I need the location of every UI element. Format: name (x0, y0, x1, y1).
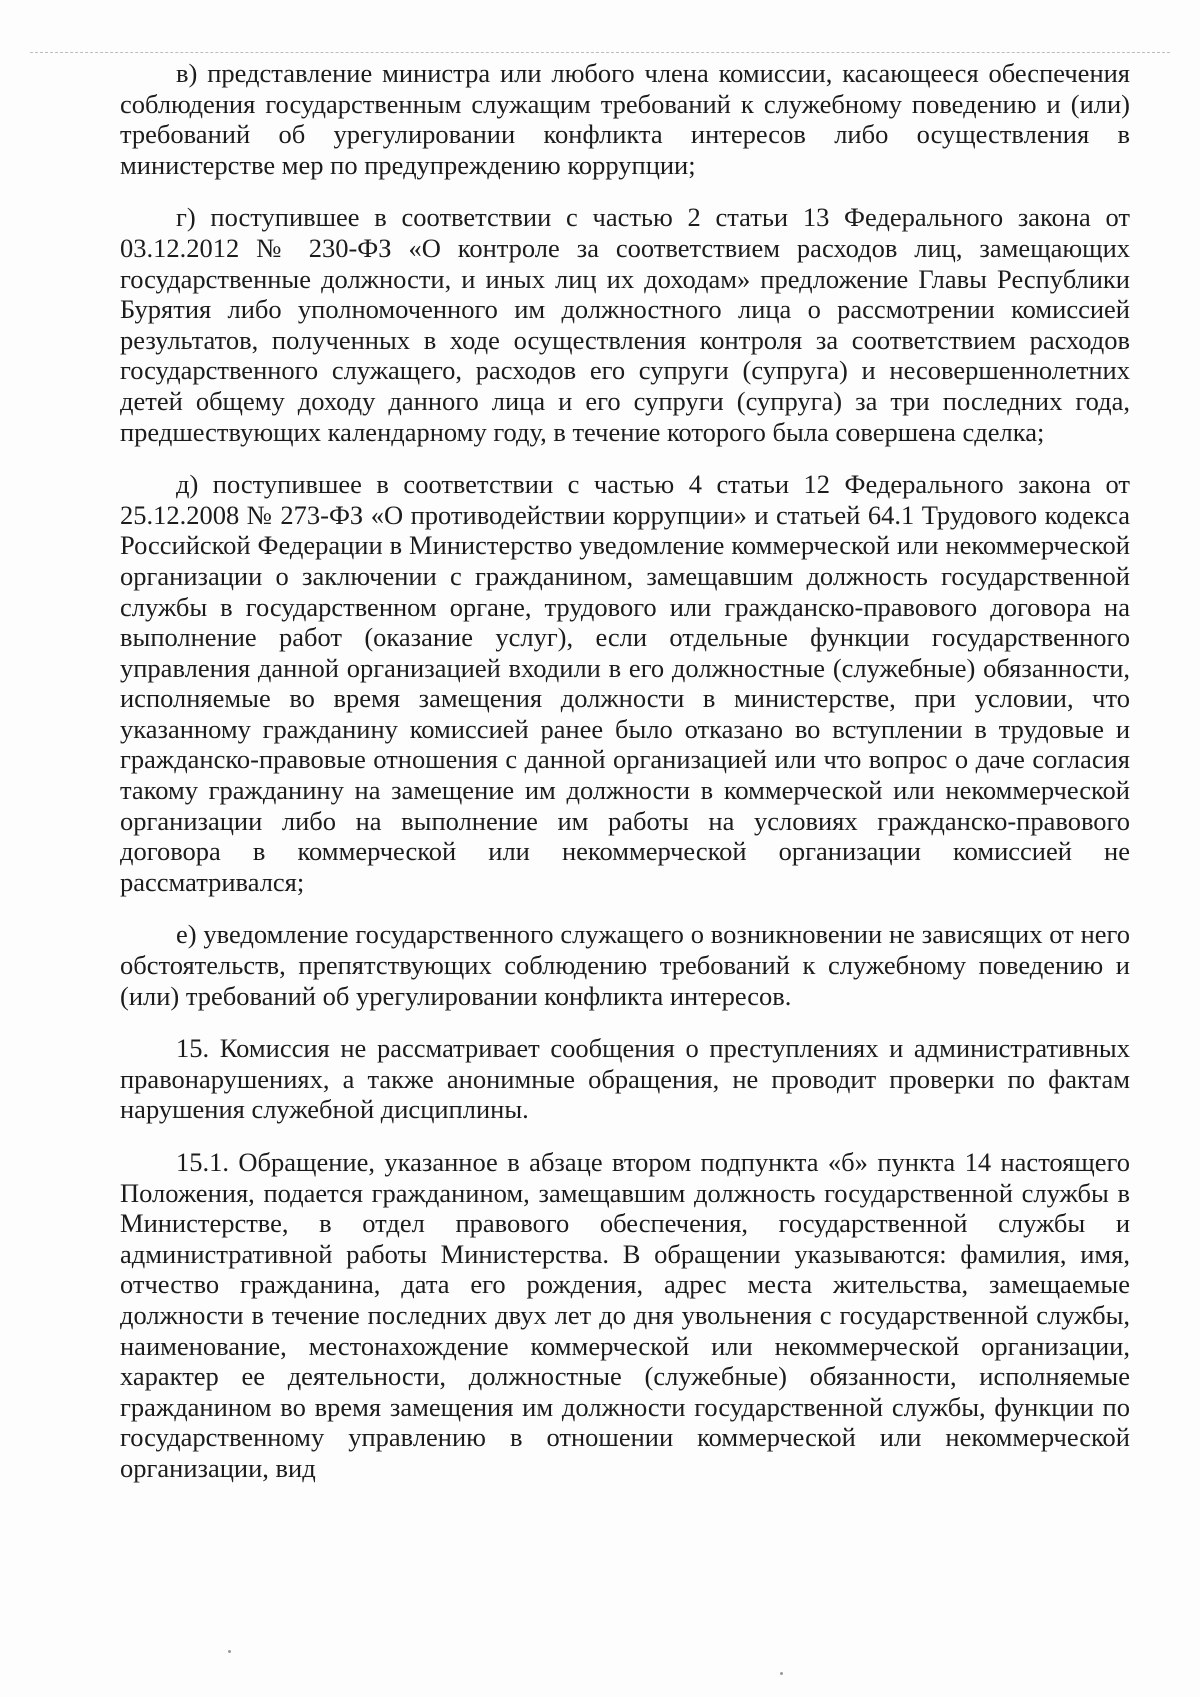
paragraph-item-g: г) поступившее в соответствии с частью 2 статьи 13 Федерального закона от 03.12.2012 № 230-ФЗ «О контроле за соответствием расходов лиц, замещающих государственные должности, и иных лиц их доходам» предложение Главы Республики Бурятия либо уполномоченного им должностного лица о рассмотрении комиссией результатов, полученных в ходе осуществления контроля за соответствием расходов государственного служащего, расходов его супруги (супруга) и несовершеннолетних детей общему доходу данного лица и его супруги (супруга) за три последних года, предшествующих календарному году, в течение которого была совершена сделка; (120, 202, 1130, 447)
paragraph-item-v: в) представление министра или любого члена комиссии, касающееся обеспечения соблюдения государственным служащим требований к служебному поведению и (или) требований об урегулировании конфликта интересов либо осуществления в министерстве мер по предупреждению коррупции; (120, 58, 1130, 180)
paragraph-item-d: д) поступившее в соответствии с частью 4 статьи 12 Федерального закона от 25.12.2008 № 273-ФЗ «О противодействии коррупции» и статьей 64.1 Трудового кодекса Российской Федерации в Министерство уведомление коммерческой или некоммерческой организации о заключении с гражданином, замещавшим должность государственной службы в государственном органе, трудового или гражданско-правового договора на выполнение работ (оказание услуг), если отдельные функции государственного управления данной организацией входили в его должностные (служебные) обязанности, исполняемые во время замещения должности в министерстве, при условии, что указанному гражданину комиссией ранее было отказано во вступлении в трудовые и гражданско-правовые отношения с данной организацией или что вопрос о даче согласия такому гражданину на замещение им должности в коммерческой или некоммерческой организации либо на выполнение им работы на условиях гражданско-правового договора в коммерческой или некоммерческой организации комиссией не рассматривался; (120, 469, 1130, 897)
scan-speck (228, 1650, 231, 1653)
paragraph-clause-15: 15. Комиссия не рассматривает сообщения о преступлениях и административных правонарушениях, а также анонимные обращения, не проводит проверки по фактам нарушения служебной дисциплины. (120, 1033, 1130, 1125)
document-body (120, 58, 1130, 1506)
scan-artifact-line (30, 52, 1170, 53)
paragraph-clause-15-1: 15.1. Обращение, указанное в абзаце втором подпункта «б» пункта 14 настоящего Положения, подается гражданином, замещавшим должность государственной службы в Министерстве, в отдел правового обеспечения, государственной службы и административной работы Министерства. В обращении указываются: фамилия, имя, отчество гражданина, дата его рождения, адрес места жительства, замещаемые должности в течение последних двух лет до дня увольнения с государственной службы, наименование, местонахождение коммерческой или некоммерческой организации, характер ее деятельности, должностные (служебные) обязанности, исполняемые гражданином во время замещения им должности государственной службы, функции по государственному управлению в отношении коммерческой или некоммерческой организации, вид (120, 1147, 1130, 1483)
paragraph-item-e: е) уведомление государственного служащего о возникновении не зависящих от него обстоятельств, препятствующих соблюдению требований к служебному поведению и (или) требований об урегулировании конфликта интересов. (120, 919, 1130, 1011)
scan-speck (780, 1672, 783, 1675)
